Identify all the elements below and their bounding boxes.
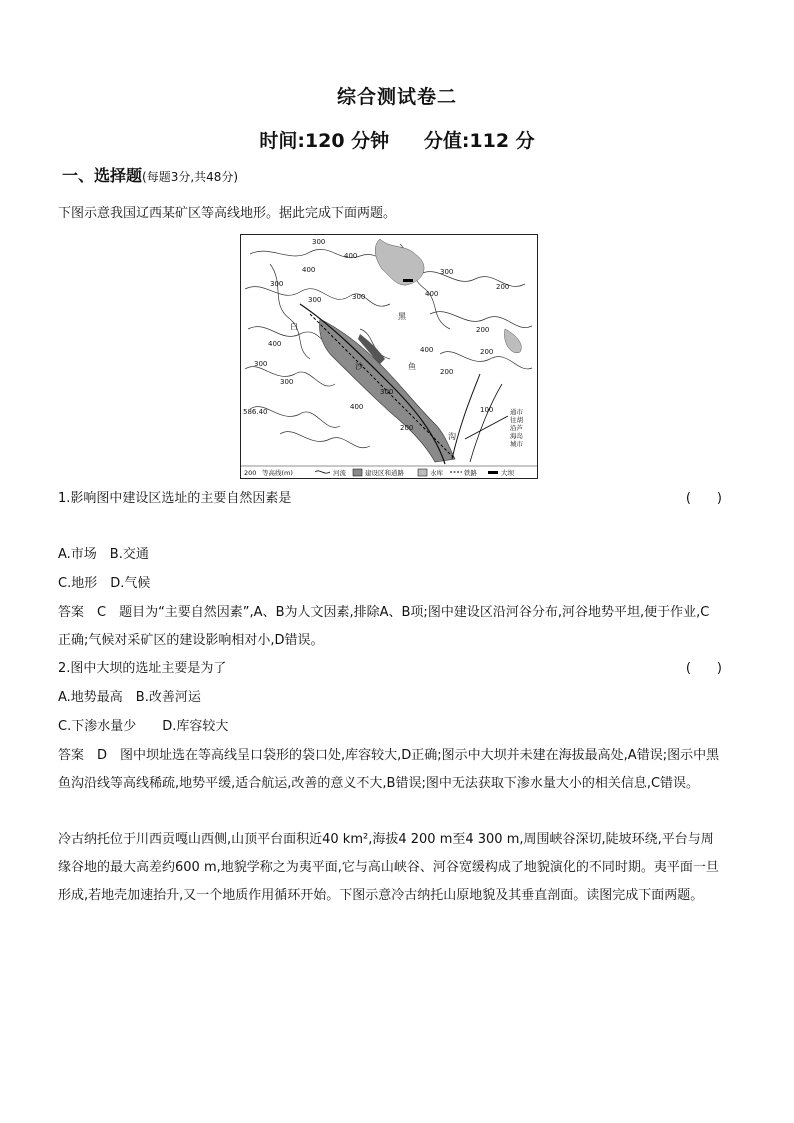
place-label: 黑 [398,312,406,321]
place-label: 鱼 [408,362,416,371]
contour-map-figure [240,234,538,479]
contour-label: 300 [352,293,366,301]
legend-reservoir: 水库 [430,469,443,477]
contour-label: 400 [344,252,358,260]
city-label: 往胡 [510,416,523,424]
contour-label: 300 [312,238,326,246]
question-2-option-cd: C.下渗水量少 D.库容较大 [58,719,229,734]
contour-label: 400 [268,340,282,348]
exam-score: 分值:112 分 [423,130,535,152]
map-legend [244,468,515,477]
city-label: 通市 [510,408,523,416]
legend-contour: 等高线(m) [262,469,293,477]
place-label: 白 [290,322,298,331]
question-1-answer: 答案 C 题目为“主要自然因素”,A、B为人文因素,排除A、B项;图中建设区沿河谷分布,河谷地势平坦,便于作业,C正确;气候对采矿区的建设影响相对小,D错误。 [58,605,710,648]
city-label: 海岛 [510,432,523,440]
legend-contour-value: 200 [244,469,257,477]
contour-label: 200 [440,368,454,376]
question-2-stem: 2.图中大坝的选址主要是为了 [58,661,227,676]
section-note: (每题3分,共48分) [142,170,239,184]
question-1-answer-blank: ( ) [685,491,722,506]
contour-label: 400 [302,266,316,274]
question-2-answer: 答案 D 图中坝址选在等高线呈口袋形的袋口处,库容较大,D正确;图示中大坝并未建在海拔最高处,A错误;图示中黑鱼沟沿线等高线稀疏,地势平缓,适合航运,改善的意义不大,B错误;图中无法获取下渗水量大小的相关信息,C错误。 [58,748,720,791]
contour-label: 200 [476,326,490,334]
city-label: 城市 [510,440,523,448]
exam-info [0,126,794,153]
question-1-stem: 1.影响图中建设区选址的主要自然因素是 [58,491,292,506]
contour-label: 300 [280,378,294,386]
place-label: 沟 [448,432,456,441]
contour-label: 400 [425,290,439,298]
legend-railway: 铁路 [464,469,477,477]
contour-label: 300 [440,268,454,276]
contour-label: 200 [480,348,494,356]
city-label: 沿芦 [510,424,523,432]
legend-river: 河流 [333,469,346,477]
place-label: 沙 [355,362,363,371]
intro-text-1: 下图示意我国辽西某矿区等高线地形。据此完成下面两题。 [58,206,397,221]
contour-label: 300 [308,296,322,304]
contour-label: 300 [254,360,268,368]
contour-label: 200 [400,424,414,432]
legend-dam: 大坝 [501,469,514,477]
question-2-answer-blank: ( ) [685,661,722,676]
question-1-option-cd: C.地形 D.气候 [58,576,151,591]
contour-label: 400 [420,346,434,354]
contour-label: 100 [480,406,494,414]
intro-text-2: 冷古纳托位于川西贡嘎山西侧,山顶平台面积近40 km²,海拔4 200 m至4 300 m,周围峡谷深切,陡坡环绕,平台与周缘谷地的最大高差约600 m,地貌学称之为夷平面,它与高山峡谷、河谷宽缓构成了地貌演化的不同时期。夷平面一旦形成,若地壳加速抬升,又一个地质作用循环开始。下图示意冷古纳托山原地貌及其垂直剖面。读图完成下面两题。 [58,832,719,903]
contour-label: 300 [270,280,284,288]
legend-construction: 建设区和道路 [365,469,404,477]
contour-label: 200 [496,283,510,291]
elevation-label: 586.40 [243,408,268,416]
exam-time: 时间:120 分钟 [259,130,390,152]
question-1-option-ab: A.市场 B.交通 [58,547,149,562]
page-title: 综合测试卷二 [336,86,457,108]
section-heading [62,163,238,186]
question-2-option-ab: A.地势最高 B.改善河运 [58,690,201,705]
section-label: 一、选择题 [62,166,143,185]
contour-label: 400 [350,403,364,411]
contour-label: 300 [380,388,394,396]
